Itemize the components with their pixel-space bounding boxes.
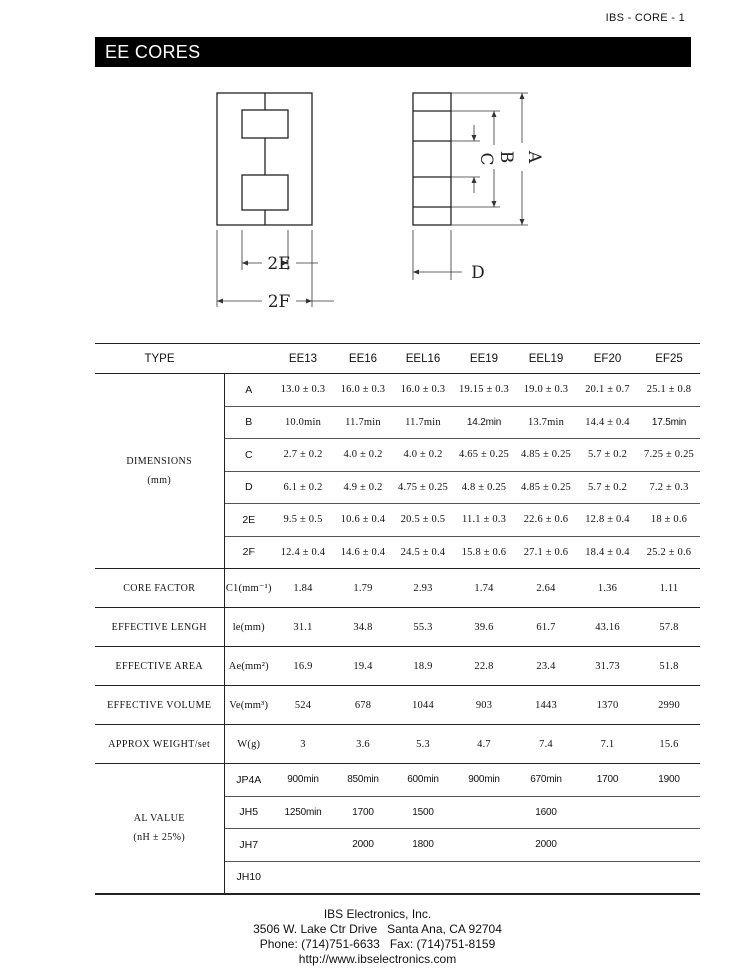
dim-label-2f: 2F <box>267 292 291 312</box>
property-value: 16.9 <box>273 647 333 686</box>
dimension-value: 10.6 ± 0.4 <box>333 504 393 537</box>
dimension-value: 4.85 ± 0.25 <box>515 471 577 504</box>
dimension-value: 4.8 ± 0.25 <box>453 471 515 504</box>
dimension-value: 11.1 ± 0.3 <box>453 504 515 537</box>
dimensions-label <box>95 374 224 569</box>
dimension-symbol: D <box>224 471 273 504</box>
property-value: 1.74 <box>453 569 515 608</box>
property-symbol: W(g) <box>224 725 273 764</box>
dimension-value: 14.6 ± 0.4 <box>333 536 393 569</box>
dimension-value: 15.8 ± 0.6 <box>453 536 515 569</box>
property-value: 5.3 <box>393 725 453 764</box>
property-row <box>95 647 700 686</box>
al-value <box>638 829 700 862</box>
property-value: 61.7 <box>515 608 577 647</box>
al-value <box>453 861 515 894</box>
al-value: 900min <box>453 764 515 797</box>
col-header: EEL16 <box>393 344 453 374</box>
dimension-value: 14.4 ± 0.4 <box>577 406 638 439</box>
property-row <box>95 725 700 764</box>
footer-company: IBS Electronics, Inc. <box>323 907 432 921</box>
col-header: EE13 <box>273 344 333 374</box>
al-value <box>453 796 515 829</box>
dimension-symbol: C <box>224 439 273 472</box>
al-value: 2000 <box>333 829 393 862</box>
property-value: 31.1 <box>273 608 333 647</box>
group-label-line1: AL VALUE <box>133 813 185 825</box>
al-value <box>333 861 393 894</box>
dimension-value: 12.8 ± 0.4 <box>577 504 638 537</box>
property-value: 7.1 <box>577 725 638 764</box>
al-value <box>577 861 638 894</box>
col-header: EE19 <box>453 344 515 374</box>
property-name: EFFECTIVE AREA <box>95 647 224 686</box>
footer-phone: Phone: (714)751-6633 Fax: (714)751-8159 <box>259 937 496 951</box>
dimension-value: 17.5min <box>638 406 700 439</box>
dimension-value: 13.7min <box>515 406 577 439</box>
al-value-row <box>95 764 700 797</box>
dimension-value: 10.0min <box>273 406 333 439</box>
al-value <box>453 829 515 862</box>
dimension-value: 13.0 ± 0.3 <box>273 374 333 407</box>
al-material: JP4A <box>224 764 273 797</box>
al-value-label <box>95 764 224 894</box>
property-symbol: Ae(mm²) <box>224 647 273 686</box>
dimension-value: 4.85 ± 0.25 <box>515 439 577 472</box>
dimension-value: 5.7 ± 0.2 <box>577 439 638 472</box>
al-value: 1900 <box>638 764 700 797</box>
al-value <box>515 861 577 894</box>
al-value: 1800 <box>393 829 453 862</box>
al-value <box>638 796 700 829</box>
col-header: EF25 <box>638 344 700 374</box>
al-value: 600min <box>393 764 453 797</box>
property-symbol: Ve(mm³) <box>224 686 273 725</box>
al-value: 2000 <box>515 829 577 862</box>
dimension-symbol: A <box>224 374 273 407</box>
property-value: 23.4 <box>515 647 577 686</box>
dimension-value: 4.9 ± 0.2 <box>333 471 393 504</box>
property-value: 903 <box>453 686 515 725</box>
dim-label-2e: 2E <box>267 254 291 274</box>
title-bar <box>95 37 691 67</box>
core-drawing <box>200 85 544 320</box>
property-value: 1370 <box>577 686 638 725</box>
dimension-value: 6.1 ± 0.2 <box>273 471 333 504</box>
property-value: 57.8 <box>638 608 700 647</box>
property-value: 39.6 <box>453 608 515 647</box>
group-label-line2: (nH ± 25%) <box>133 832 186 844</box>
dim-label-c: C <box>476 152 496 166</box>
al-material: JH10 <box>224 861 273 894</box>
type-label: TYPE <box>95 344 224 374</box>
spec-table <box>95 343 700 895</box>
property-value: 524 <box>273 686 333 725</box>
page-title: EE CORES <box>105 42 201 62</box>
header-row <box>95 344 700 374</box>
col-header: EEL19 <box>515 344 577 374</box>
al-value <box>577 796 638 829</box>
property-value: 2.64 <box>515 569 577 608</box>
property-value: 15.6 <box>638 725 700 764</box>
dimension-value: 4.65 ± 0.25 <box>453 439 515 472</box>
property-value: 1.79 <box>333 569 393 608</box>
dimension-value: 5.7 ± 0.2 <box>577 471 638 504</box>
dimension-value: 25.2 ± 0.6 <box>638 536 700 569</box>
property-value: 3.6 <box>333 725 393 764</box>
dimension-value: 18.4 ± 0.4 <box>577 536 638 569</box>
dimension-symbol: 2F <box>224 536 273 569</box>
dimension-value: 4.0 ± 0.2 <box>393 439 453 472</box>
dimension-value: 18 ± 0.6 <box>638 504 700 537</box>
dimension-value: 12.4 ± 0.4 <box>273 536 333 569</box>
dimension-value: 16.0 ± 0.3 <box>393 374 453 407</box>
dimension-value: 19.15 ± 0.3 <box>453 374 515 407</box>
al-value <box>638 861 700 894</box>
footer <box>0 907 755 967</box>
dimension-value: 4.75 ± 0.25 <box>393 471 453 504</box>
property-name: CORE FACTOR <box>95 569 224 608</box>
property-value: 31.73 <box>577 647 638 686</box>
dimension-value: 20.1 ± 0.7 <box>577 374 638 407</box>
footer-url: http://www.ibselectronics.com <box>298 952 457 966</box>
property-value: 7.4 <box>515 725 577 764</box>
al-material: JH7 <box>224 829 273 862</box>
dimension-symbol: 2E <box>224 504 273 537</box>
property-value: 1.11 <box>638 569 700 608</box>
dimension-value: 9.5 ± 0.5 <box>273 504 333 537</box>
al-value: 1700 <box>577 764 638 797</box>
dimension-value: 22.6 ± 0.6 <box>515 504 577 537</box>
property-value: 1443 <box>515 686 577 725</box>
property-value: 3 <box>273 725 333 764</box>
property-value: 18.9 <box>393 647 453 686</box>
property-value: 43.16 <box>577 608 638 647</box>
dimension-value: 2.7 ± 0.2 <box>273 439 333 472</box>
property-name: EFFECTIVE LENGH <box>95 608 224 647</box>
property-value: 34.8 <box>333 608 393 647</box>
al-value <box>577 829 638 862</box>
dimension-symbol: B <box>224 406 273 439</box>
dimension-value: 11.7min <box>393 406 453 439</box>
dimension-value: 7.2 ± 0.3 <box>638 471 700 504</box>
property-value: 51.8 <box>638 647 700 686</box>
dimension-value: 11.7min <box>333 406 393 439</box>
al-value: 1500 <box>393 796 453 829</box>
al-value: 1250min <box>273 796 333 829</box>
property-name: APPROX WEIGHT/set <box>95 725 224 764</box>
dimension-value: 7.25 ± 0.25 <box>638 439 700 472</box>
al-value: 1700 <box>333 796 393 829</box>
al-value <box>273 861 333 894</box>
property-symbol: le(mm) <box>224 608 273 647</box>
al-value <box>393 861 453 894</box>
dimension-value: 16.0 ± 0.3 <box>333 374 393 407</box>
property-value: 2990 <box>638 686 700 725</box>
property-row <box>95 686 700 725</box>
col-header: EF20 <box>577 344 638 374</box>
property-value: 1.36 <box>577 569 638 608</box>
al-value: 850min <box>333 764 393 797</box>
dim-label-d: D <box>471 263 485 283</box>
dim-label-b: B <box>496 150 516 164</box>
group-label-line1: DIMENSIONS <box>126 456 193 467</box>
property-value: 2.93 <box>393 569 453 608</box>
property-row <box>95 608 700 647</box>
al-value: 1600 <box>515 796 577 829</box>
al-value: 900min <box>273 764 333 797</box>
property-value: 1044 <box>393 686 453 725</box>
dimension-value: 27.1 ± 0.6 <box>515 536 577 569</box>
dimension-value: 25.1 ± 0.8 <box>638 374 700 407</box>
property-value: 1.84 <box>273 569 333 608</box>
al-value <box>273 829 333 862</box>
col-header: EE16 <box>333 344 393 374</box>
property-value: 4.7 <box>453 725 515 764</box>
property-value: 22.8 <box>453 647 515 686</box>
footer-address: 3506 W. Lake Ctr Drive Santa Ana, CA 92704 <box>253 922 502 936</box>
dimension-value: 14.2min <box>453 406 515 439</box>
property-row <box>95 569 700 608</box>
dimension-value: 19.0 ± 0.3 <box>515 374 577 407</box>
dimension-value: 20.5 ± 0.5 <box>393 504 453 537</box>
al-value: 670min <box>515 764 577 797</box>
al-material: JH5 <box>224 796 273 829</box>
property-value: 19.4 <box>333 647 393 686</box>
property-symbol: C1(mm⁻¹) <box>224 569 273 608</box>
dimension-value: 4.0 ± 0.2 <box>333 439 393 472</box>
property-name: EFFECTIVE VOLUME <box>95 686 224 725</box>
group-label-line2: (mm) <box>147 475 172 486</box>
property-value: 55.3 <box>393 608 453 647</box>
property-value: 678 <box>333 686 393 725</box>
dimension-value: 24.5 ± 0.4 <box>393 536 453 569</box>
page-id: IBS - CORE - 1 <box>605 12 685 24</box>
dim-label-a: A <box>524 150 544 164</box>
dimension-row <box>95 374 700 407</box>
